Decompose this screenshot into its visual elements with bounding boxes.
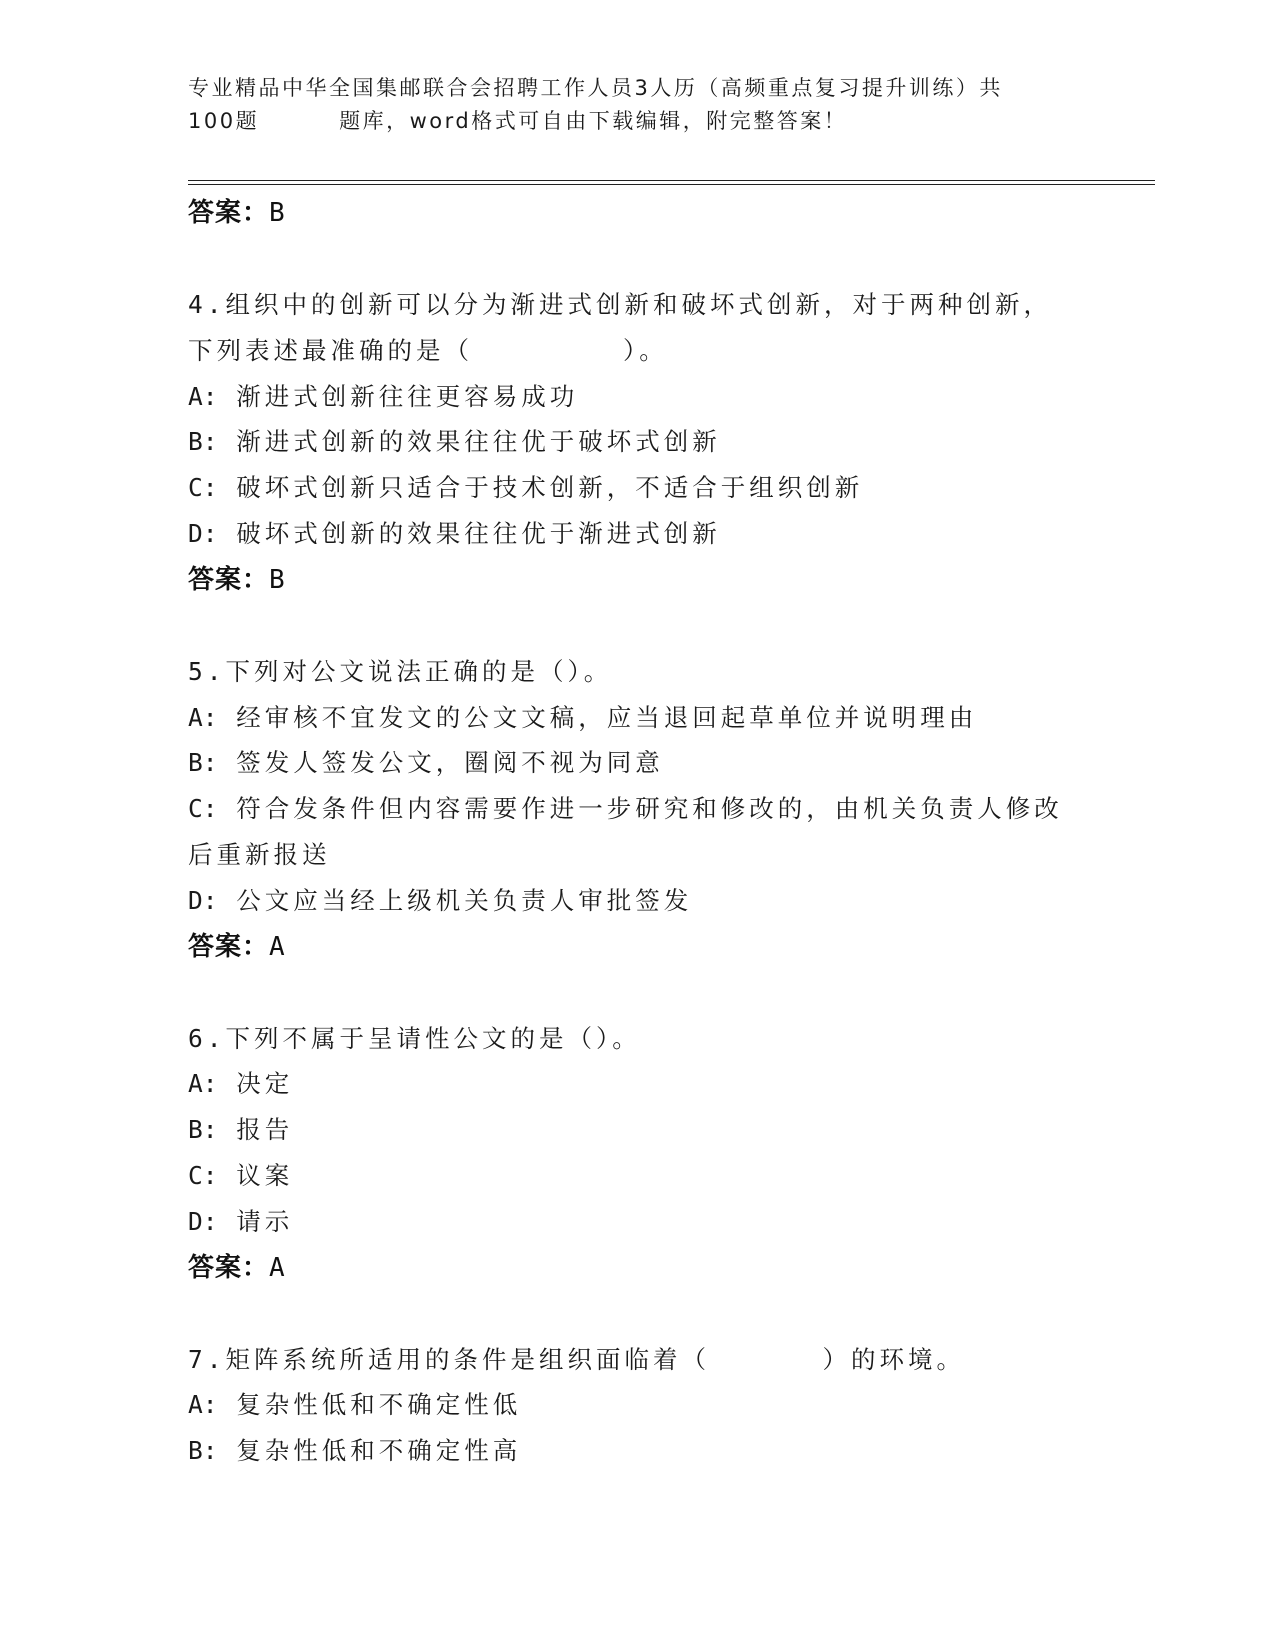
option-text: 破坏式创新的效果往往优于渐进式创新 <box>236 518 721 548</box>
option-spacer <box>218 794 237 823</box>
option-spacer <box>218 1161 237 1190</box>
answer-label: 答案： <box>188 198 270 228</box>
answer-option <box>188 1061 1088 1107</box>
option-spacer <box>218 473 237 502</box>
option-text: 复杂性低和不确定性高 <box>236 1436 522 1466</box>
option-spacer <box>218 748 237 777</box>
answer-value: A <box>269 931 286 962</box>
option-text: 破坏式创新只适合于技术创新，不适合于组织创新 <box>236 473 864 503</box>
option-spacer <box>218 1115 237 1144</box>
option-text: 渐进式创新的效果往往优于破坏式创新 <box>236 427 721 457</box>
header-gap <box>259 105 339 138</box>
answer-label: 答案： <box>188 564 270 595</box>
question-list <box>188 190 1088 1474</box>
option-spacer <box>218 427 237 456</box>
option-label: A: <box>188 1069 218 1099</box>
option-text: 符合发条件但内容需要作进一步研究和修改的，由机关负责人修改 后重新报送 <box>188 794 1063 869</box>
option-text: 签发人签发公文，圈阅不视为同意 <box>236 748 664 778</box>
question-block <box>188 1016 1088 1291</box>
answer-line <box>188 557 1088 603</box>
option-spacer <box>218 382 237 411</box>
answer-line <box>188 190 1088 236</box>
header-line-2 <box>188 105 1088 138</box>
question-block <box>188 1337 1088 1474</box>
header-question-count: 100题 <box>188 109 260 133</box>
option-text: 议案 <box>236 1160 294 1190</box>
question-stem: 5.下列对公文说法正确的是（）。 <box>188 656 613 686</box>
answer-option <box>188 1199 1088 1245</box>
answer-value: B <box>269 198 286 228</box>
answer-option <box>188 419 1088 465</box>
option-spacer <box>218 1069 237 1098</box>
option-label: D: <box>188 885 218 915</box>
option-text: 决定 <box>236 1069 294 1099</box>
question-block <box>188 282 1088 603</box>
question-stem: 6.下列不属于呈请性公文的是（）。 <box>188 1023 641 1053</box>
option-spacer <box>218 1436 237 1465</box>
answer-line <box>188 1245 1088 1291</box>
option-label: B: <box>188 1436 218 1466</box>
option-label: D: <box>188 518 218 548</box>
option-label: A: <box>188 1390 218 1420</box>
option-text: 报告 <box>236 1115 294 1145</box>
answer-line <box>188 924 1088 970</box>
option-spacer <box>218 703 237 732</box>
answer-option <box>188 878 1088 924</box>
answer-value: A <box>269 1252 286 1283</box>
option-text: 公文应当经上级机关负责人审批签发 <box>236 885 693 915</box>
answer-option <box>188 374 1088 420</box>
option-spacer <box>218 1207 237 1236</box>
header-line-1: 专业精品中华全国集邮联合会招聘工作人员3人历（高频重点复习提升训练）共 <box>188 76 1003 100</box>
answer-option <box>188 786 1088 878</box>
header-divider-bottom <box>188 184 1155 185</box>
answer-option <box>188 1428 1088 1474</box>
answer-option <box>188 695 1088 741</box>
header-divider-top <box>188 180 1155 181</box>
answer-option <box>188 1153 1088 1199</box>
answer-value: B <box>269 564 286 595</box>
header-description: 题库，word格式可自由下载编辑，附完整答案！ <box>339 109 848 133</box>
question-stem: 4.组织中的创新可以分为渐进式创新和破坏式创新，对于两种创新， <box>188 290 1052 319</box>
answer-option <box>188 465 1088 511</box>
question-stem: 7.矩阵系统所适用的条件是组织面临着（ ）的环境。 <box>188 1344 965 1374</box>
question-block <box>188 649 1088 970</box>
option-label: B: <box>188 748 218 778</box>
option-label: A: <box>188 381 218 411</box>
answer-option <box>188 740 1088 786</box>
answer-option <box>188 1107 1088 1153</box>
document-header <box>188 72 1088 138</box>
option-label: C: <box>188 794 218 824</box>
questions-container <box>188 282 1088 1474</box>
option-text: 复杂性低和不确定性低 <box>236 1390 522 1420</box>
option-text: 经审核不宜发文的公文文稿，应当退回起草单位并说明理由 <box>236 702 978 732</box>
option-spacer <box>218 886 237 915</box>
option-label: A: <box>188 702 218 732</box>
option-spacer <box>218 519 237 548</box>
option-text: 渐进式创新往往更容易成功 <box>236 381 579 411</box>
option-label: C: <box>188 1160 218 1190</box>
answer-option <box>188 511 1088 557</box>
answer-label: 答案： <box>188 931 270 962</box>
option-label: B: <box>188 427 218 457</box>
answer-label: 答案： <box>188 1252 270 1283</box>
answer-option <box>188 1382 1088 1428</box>
option-spacer <box>218 1390 237 1419</box>
question-stem: 下列表述最准确的是（ ）。 <box>188 335 668 365</box>
option-label: C: <box>188 473 218 503</box>
option-label: B: <box>188 1115 218 1145</box>
option-text: 请示 <box>236 1206 294 1236</box>
option-label: D: <box>188 1206 218 1236</box>
